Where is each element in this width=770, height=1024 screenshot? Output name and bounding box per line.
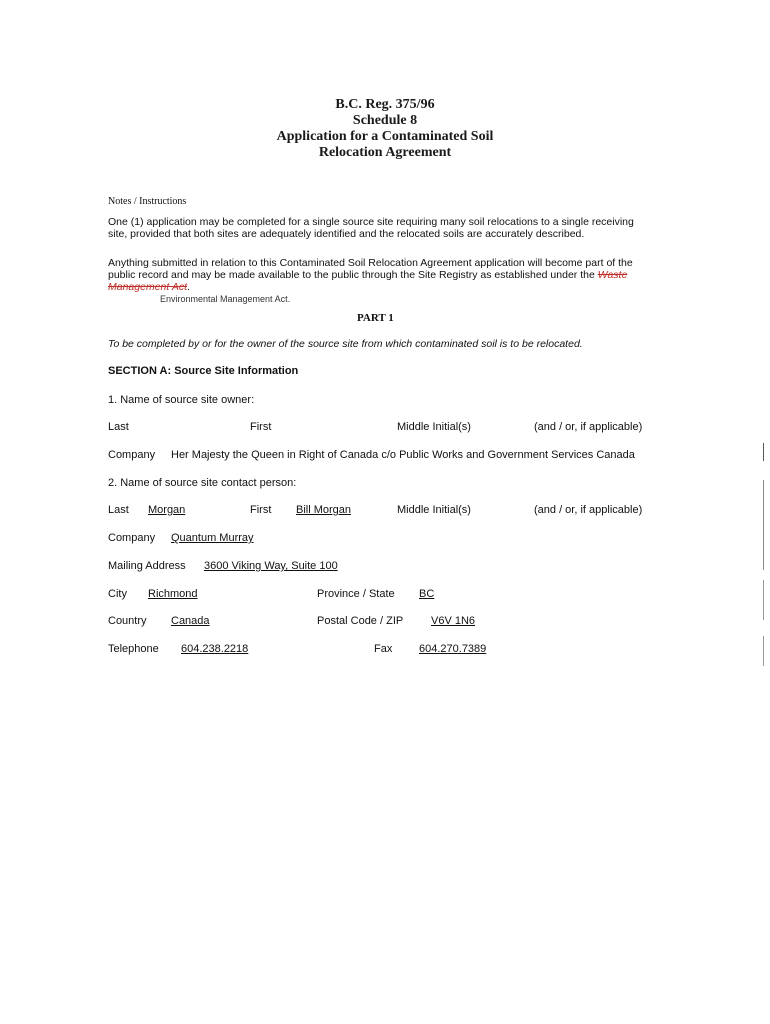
contact-company-label: Company — [108, 532, 156, 544]
telephone-value: 604.238.2218 — [181, 643, 249, 655]
struck-act-name: Waste Management Act — [108, 269, 628, 293]
scan-speck — [763, 480, 764, 570]
postal-code-label: Postal Code / ZIP — [317, 615, 404, 627]
telephone-label: Telephone — [108, 643, 159, 655]
schedule-number: Schedule 8 — [352, 113, 418, 128]
owner-middle-label: Middle Initial(s) — [397, 421, 471, 433]
owner-applicable-label: (and / or, if applicable) — [534, 421, 643, 433]
fax-label: Fax — [374, 643, 393, 655]
contact-company-value: Quantum Murray — [171, 532, 254, 544]
country-label: Country — [108, 615, 147, 627]
fax-value: 604.270.7389 — [419, 643, 487, 655]
part-title: PART 1 — [357, 312, 394, 324]
contact-applicable-label: (and / or, if applicable) — [534, 504, 643, 516]
inserted-act-name: Environmental Management Act. — [160, 294, 291, 304]
scan-speck — [763, 443, 764, 461]
question-contact-name: 2. Name of source site contact person: — [108, 477, 297, 489]
notes-paragraph-2: Anything submitted in relation to this Contaminated Soil Relocation Agreement application will become part of the public record and may be made available to the public through the Site Registry as established under the Waste Management Act. — [108, 257, 633, 293]
notes-heading: Notes / Instructions — [108, 196, 187, 207]
regulation-number: B.C. Reg. 375/96 — [335, 97, 435, 112]
province-value: BC — [419, 588, 435, 600]
scan-speck — [763, 580, 764, 620]
question-owner-name: 1. Name of source site owner: — [108, 394, 255, 406]
contact-middle-label: Middle Initial(s) — [397, 504, 471, 516]
province-label: Province / State — [317, 588, 395, 600]
country-value: Canada — [171, 615, 210, 627]
contact-first-label: First — [250, 504, 272, 516]
contact-last-label: Last — [108, 504, 129, 516]
owner-company-value: Her Majesty the Queen in Right of Canada c/o Public Works and Government Services Canada — [171, 449, 635, 461]
contact-last-value: Morgan — [148, 504, 186, 516]
form-title-line1: Application for a Contaminated Soil — [276, 129, 494, 144]
section-a-heading: SECTION A: Source Site Information — [108, 365, 299, 377]
scan-speck — [763, 636, 764, 666]
document-title — [0, 97, 770, 161]
contact-first-value: Bill Morgan — [296, 504, 352, 516]
postal-code-value: V6V 1N6 — [431, 615, 476, 627]
owner-last-label: Last — [108, 421, 129, 433]
city-label: City — [108, 588, 127, 600]
part-instruction: To be completed by or for the owner of the source site from which contaminated soil is to be relocated. — [108, 338, 583, 350]
mailing-address-value: 3600 Viking Way, Suite 100 — [204, 560, 338, 572]
city-value: Richmond — [148, 588, 198, 600]
owner-first-label: First — [250, 421, 272, 433]
mailing-address-label: Mailing Address — [108, 560, 186, 572]
notes-paragraph-1: One (1) application may be completed for a single source site requiring many soil relocations to a single receiving site, provided that both sites are adequately identified and the relocated soils are accurately described. — [108, 216, 634, 240]
form-title-line2: Relocation Agreement — [318, 145, 452, 160]
owner-company-label: Company — [108, 449, 156, 461]
